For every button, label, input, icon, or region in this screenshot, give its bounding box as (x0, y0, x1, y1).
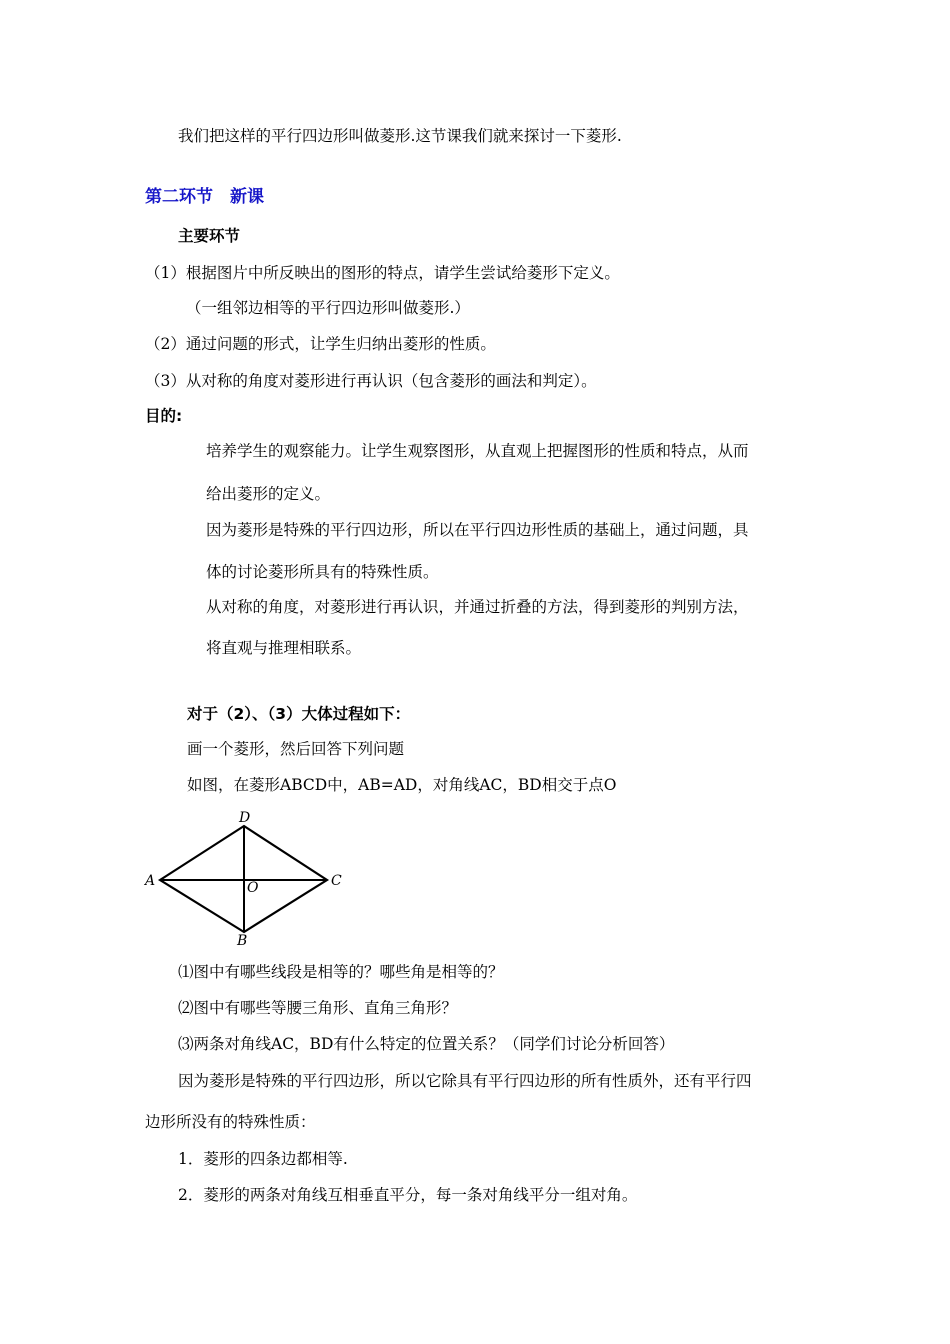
purpose-line-4: 体的讨论菱形所具有的特殊性质。 (206, 563, 439, 581)
purpose-line-2: 给出菱形的定义。 (206, 485, 331, 503)
step-2: （2）通过问题的形式，让学生归纳出菱形的性质。 (145, 335, 496, 353)
step-1-note: （一组邻边相等的平行四边形叫做菱形.） (186, 299, 470, 317)
question-2: ⑵图中有哪些等腰三角形、直角三角形？ (178, 999, 458, 1017)
process-line-2: 如图，在菱形ABCD中，AB=AD，对角线AC，BD相交于点O (187, 776, 617, 794)
summary-line-1: 因为菱形是特殊的平行四边形，所以它除具有平行四边形的所有性质外，还有平行四 (178, 1072, 752, 1090)
step-3: （3）从对称的角度对菱形进行再认识（包含菱形的画法和判定）。 (145, 372, 597, 390)
main-steps-title: 主要环节 (178, 227, 241, 245)
process-title: 对于（2）、（3）大体过程如下： (187, 705, 411, 723)
property-2: 2．菱形的两条对角线互相垂直平分，每一条对角线平分一组对角。 (178, 1186, 638, 1204)
purpose-line-5: 从对称的角度，对菱形进行再认识，并通过折叠的方法，得到菱形的判别方法， (206, 598, 749, 616)
label-a: A (145, 873, 156, 889)
section-title: 第二环节 新课 (145, 187, 264, 207)
label-c: C (331, 873, 342, 889)
purpose-title: 目的: (145, 407, 183, 425)
question-1: ⑴图中有哪些线段是相等的？哪些角是相等的？ (178, 963, 504, 981)
label-o: O (247, 880, 259, 896)
label-b: B (237, 933, 248, 948)
rhombus-figure (140, 808, 360, 948)
purpose-line-6: 将直观与推理相联系。 (206, 639, 362, 657)
label-d: D (239, 810, 251, 826)
question-3: ⑶两条对角线AC，BD有什么特定的位置关系？（同学们讨论分析回答） (178, 1035, 675, 1053)
purpose-line-1: 培养学生的观察能力。让学生观察图形，从直观上把握图形的性质和特点，从而 (206, 442, 749, 460)
property-1: 1．菱形的四条边都相等. (178, 1150, 348, 1168)
process-line-1: 画一个菱形，然后回答下列问题 (187, 740, 405, 758)
purpose-line-3: 因为菱形是特殊的平行四边形，所以在平行四边形性质的基础上，通过问题，具 (206, 521, 749, 539)
step-1: （1）根据图片中所反映出的图形的特点，请学生尝试给菱形下定义。 (145, 264, 620, 282)
intro-text: 我们把这样的平行四边形叫做菱形.这节课我们就来探讨一下菱形. (178, 127, 622, 145)
summary-line-2: 边形所没有的特殊性质： (145, 1113, 316, 1131)
